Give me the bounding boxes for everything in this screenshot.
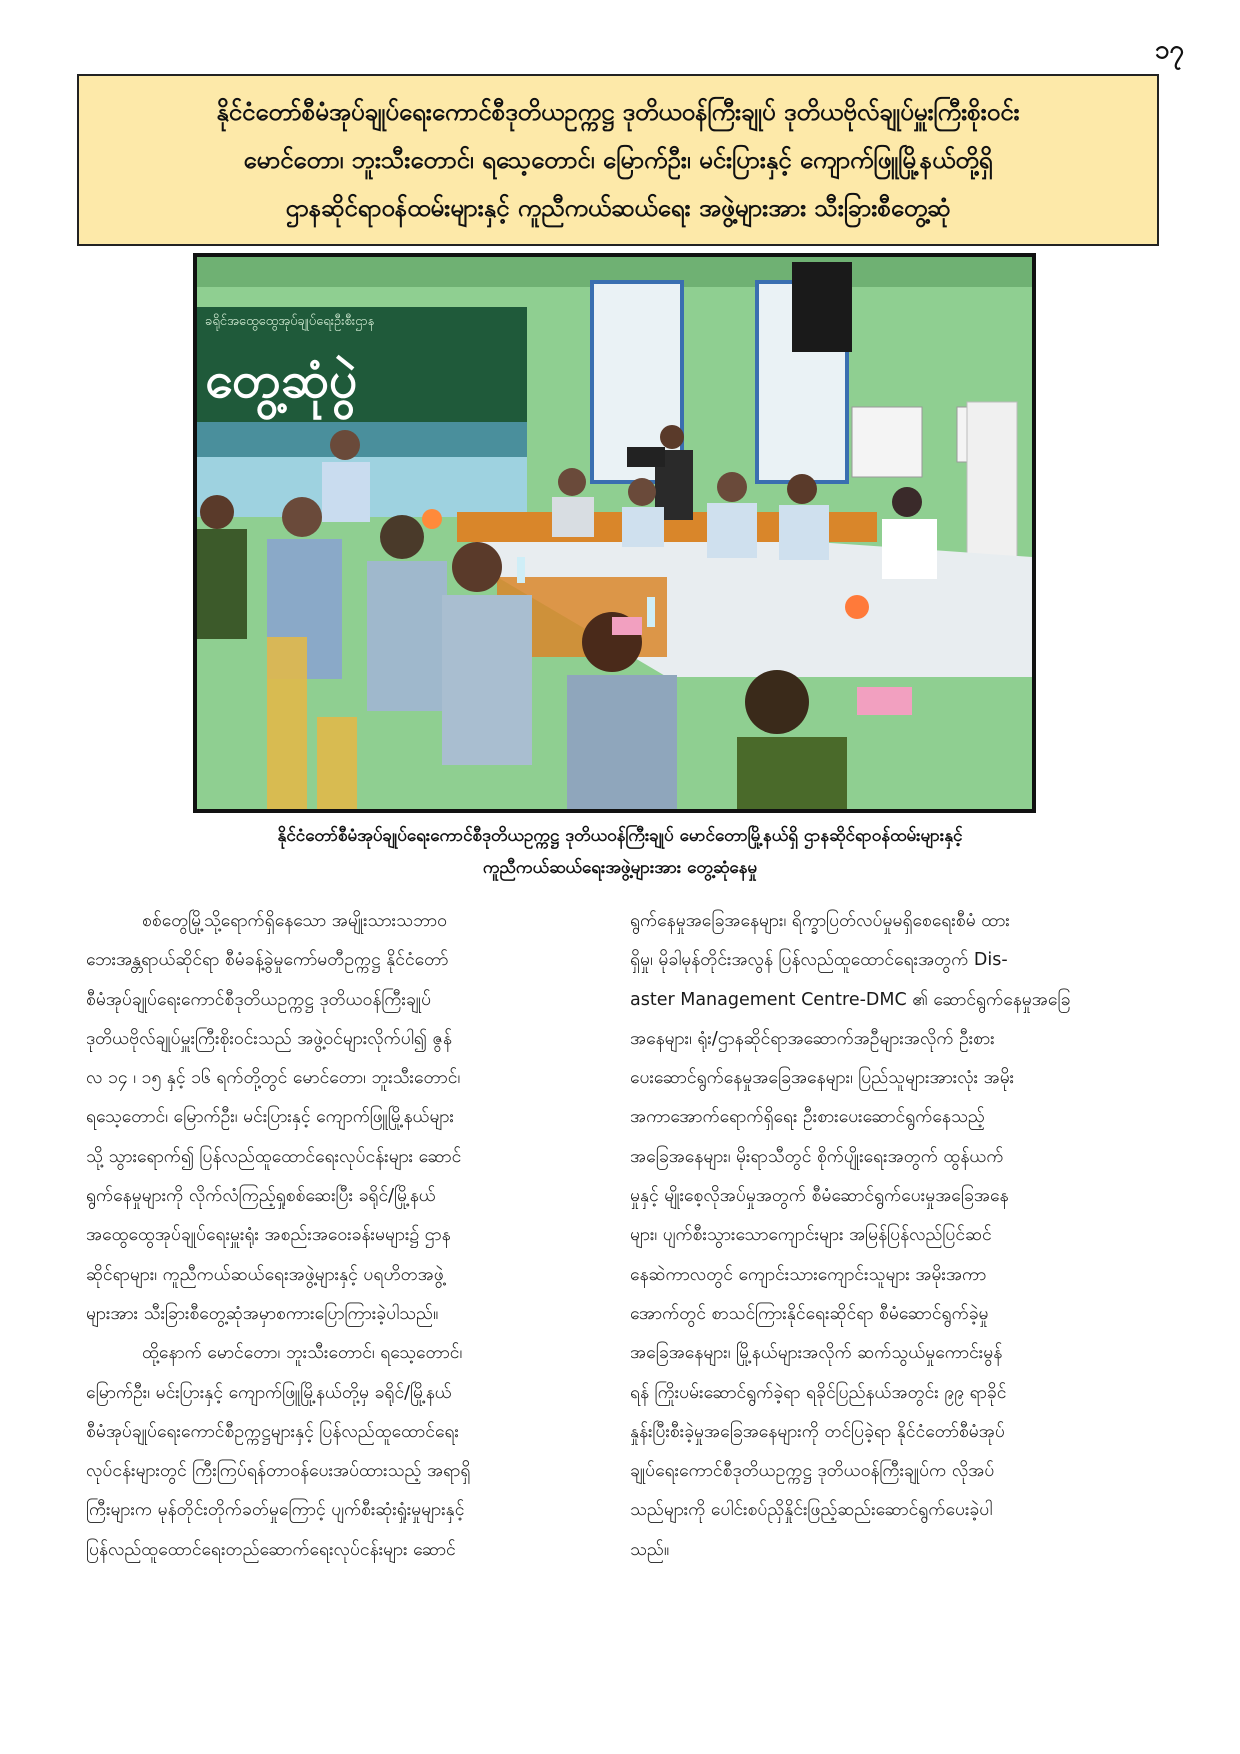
body-text-line: များအား သီးခြားစီတွေ့ဆုံအမှာစကားပြောကြားခဲ့ပါသည်။ [86,1303,439,1324]
body-text-line: နှုန်းပြီးစီးခဲ့မှုအခြေအနေများကို တင်ပြခဲ့ရာ နိုင်ငံတော်စီမံအုပ် [630,1421,1005,1442]
body-text-line: များ၊ ပျက်စီးသွားသောကျောင်းများ အမြန်ပြန်လည်ပြင်ဆင် [630,1225,992,1246]
body-text-line: လုပ်ငန်းများတွင် ကြီးကြပ်ရန်တာဝန်ပေးအပ်ထားသည့် အရာရှိ [86,1461,471,1482]
body-text-line: အထွေထွေအုပ်ချုပ်ရေးမှူးရုံး အစည်းအဝေးခန်းမများ၌ ဌာန [86,1225,451,1246]
caption-line-2: ကူညီကယ်ဆယ်ရေးအဖွဲ့များအား တွေ့ဆုံနေမှု [482,858,758,878]
body-text-line: နေဆဲကာလတွင် ကျောင်းသားကျောင်းသူများ အမိုးအကာ [630,1264,987,1285]
page-number: ၁၇ [1154,35,1184,65]
body-text-line: အနေများ၊ ရုံး/ဌာနဆိုင်ရာအဆောက်အဦများအလိုက် ဦးစား [630,1028,995,1049]
body-text-line: စီမံအုပ်ချုပ်ရေးကောင်စီဒုတိယဥက္ကဋ္ဌ ဒုတိယဝန်ကြီးချုပ် [86,989,432,1010]
body-column-right [630,902,1160,1570]
body-text-line: အကာအောက်ရောက်ရှိရေး ဦးစားပေးဆောင်ရွက်နေသည့် [630,1107,985,1128]
body-text-line: ဒုတိယဗိုလ်ချုပ်မှူးကြီးစိုးဝင်းသည် အဖွဲ့ဝင်များလိုက်ပါ၍ ဇွန် [86,1028,452,1049]
headline-line-2: မောင်တော၊ ဘူးသီးတောင်၊ ရသေ့တောင်၊ မြောက်ဦး၊ မင်းပြားနှင့် ကျောက်ဖြူမြို့နယ်တို့ရှိ [243,146,993,174]
body-text-line: ပြန်လည်ထူထောင်ရေးတည်ဆောက်ရေးလုပ်ငန်းများ ဆောင် [86,1539,456,1560]
body-text-line: သို့ သွားရောက်၍ ပြန်လည်ထူထောင်ရေးလုပ်ငန်းများ ဆောင် [86,1146,462,1167]
body-text-line: ရသေ့တောင်၊ မြောက်ဦး၊ မင်းပြားနှင့် ကျောက်ဖြူမြို့နယ်များ [86,1107,454,1128]
body-text-line: ရွက်နေမှုအခြေအနေများ၊ ရိက္ခာပြတ်လပ်မှုမရှိစေရေးစီမံ ထား [630,911,1010,931]
headline-line-1: နိုင်ငံတော်စီမံအုပ်ချုပ်ရေးကောင်စီဒုတိယဥက္ကဋ္ဌ ဒုတိယဝန်ကြီးချုပ် ဒုတိယဗိုလ်ချုပ်မှူးကြီးစိုးဝင်း [216,98,1020,126]
body-text-line: ရန် ကြိုးပမ်းဆောင်ရွက်ခဲ့ရာ ရခိုင်ပြည်နယ်အတွင်း ၉၉ ရာခိုင် [630,1382,1007,1403]
headline-line-3: ဌာနဆိုင်ရာဝန်ထမ်းများနှင့် ကူညီကယ်ဆယ်ရေး အဖွဲ့များအား သီးခြားစီတွေ့ဆုံ [285,194,951,222]
body-text-line: စစ်တွေမြို့သို့ရောက်ရှိနေသော အမျိုးသားသဘာဝ [142,911,447,931]
body-text-line: စီမံအုပ်ချုပ်ရေးကောင်စီဥက္ကဋ္ဌများနှင့် ပြန်လည်ထူထောင်ရေး [86,1421,459,1442]
body-text-line: ရွက်နေမှုများကို လိုက်လံကြည့်ရှုစစ်ဆေးပြီး ခရိုင်/မြို့နယ် [86,1186,436,1207]
headline-box [77,74,1159,246]
banner-text: တွေ့ဆုံပွဲ [205,351,358,409]
body-text-line: အခြေအနေများ၊ မိုးရာသီတွင် စိုက်ပျိုးရေးအတွက် ထွန်ယက် [630,1146,1004,1167]
body-text-line: မြောက်ဦး၊ မင်းပြားနှင့် ကျောက်ဖြူမြို့နယ်တို့မှ ခရိုင်/မြို့နယ် [86,1382,452,1403]
body-text-line: သည်များကို ပေါင်းစပ်ညှိနှိုင်းဖြည့်ဆည်းဆောင်ရွက်ပေးခဲ့ပါ [630,1500,993,1521]
meeting-photo-illustration [197,257,1032,809]
body-text-line: အခြေအနေများ၊ မြို့နယ်များအလိုက် ဆက်သွယ်မှုကောင်းမွန် [630,1343,1003,1364]
caption-line-1: နိုင်ငံတော်စီမံအုပ်ချုပ်ရေးကောင်စီဒုတိယဥက္ကဋ္ဌ ဒုတိယဝန်ကြီးချုပ် မောင်တောမြို့နယ်ရှိ ဌာနဆိုင်ရာဝန်ထမ်းများနှင့် [277,826,963,846]
body-text-line: ပေးဆောင်ရွက်နေမှုအခြေအနေများ၊ ပြည်သူများအားလုံး အမိုး [630,1068,1015,1089]
body-column-left [86,902,606,1570]
body-text-line: ရှိမှု၊ မိုခါမုန်တိုင်းအလွန် ပြန်လည်ထူထောင်ရေးအတွက် Dis- [630,950,1008,971]
photo-caption [80,820,1160,884]
body-text-line: ထို့နောက် မောင်တော၊ ဘူးသီးတောင်၊ ရသေ့တောင်၊ [142,1343,463,1364]
body-text-line: အောက်တွင် စာသင်ကြားနိုင်ရေးဆိုင်ရာ စီမံဆောင်ရွက်ခဲ့မှု [630,1303,989,1324]
banner-top-text: ခရိုင်အထွေထွေအုပ်ချုပ်ရေးဦးစီးဌာန [205,314,375,329]
body-text-line: မှုနှင့် မျိုးစေ့လိုအပ်မှုအတွက် စီမံဆောင်ရွက်ပေးမှုအခြေအနေ [630,1186,1009,1207]
body-text-line: ဘေးအန္တရာယ်ဆိုင်ရာ စီမံခန့်ခွဲမှုကော်မတီဥက္ကဋ္ဌ နိုင်ငံတော် [86,950,449,971]
body-text-line: ချုပ်ရေးကောင်စီဒုတိယဥက္ကဋ္ဌ ဒုတိယဝန်ကြီးချုပ်က လိုအပ် [630,1461,995,1482]
meeting-photo [193,253,1036,813]
body-text-line: လ ၁၄ ၊ ၁၅ နှင့် ၁၆ ရက်တို့တွင် မောင်တော၊ ဘူးသီးတောင်၊ [86,1068,461,1089]
body-text-line: ကြီးများက မုန်တိုင်းတိုက်ခတ်မှုကြောင့် ပျက်စီးဆုံးရှုံးမှုများနှင့် [86,1500,465,1521]
body-text-line: aster Management Centre-DMC ၏ ဆောင်ရွက်နေမှုအခြေ [630,989,1071,1010]
body-text-line: ဆိုင်ရာများ၊ ကူညီကယ်ဆယ်ရေးအဖွဲ့များနှင့် ပရဟိတအဖွဲ့ [86,1264,444,1285]
body-text-line: သည်။ [630,1539,670,1560]
